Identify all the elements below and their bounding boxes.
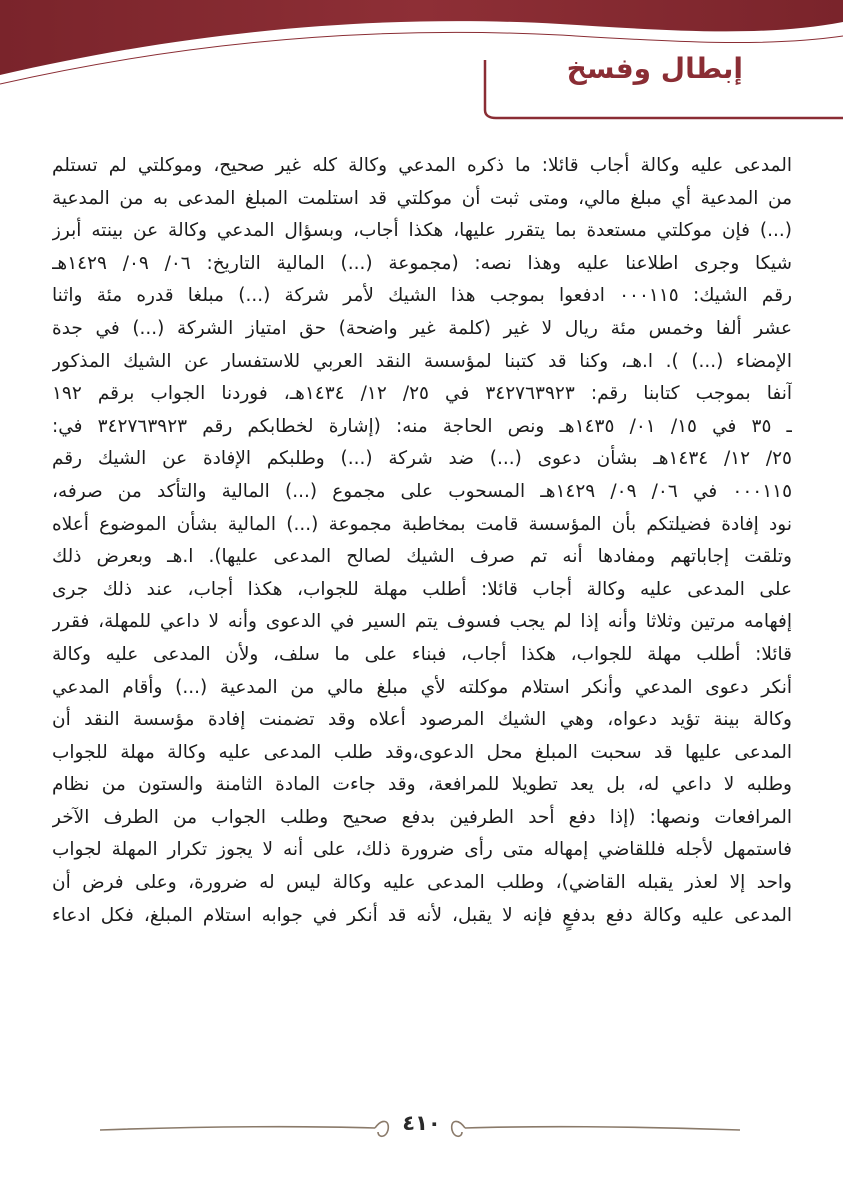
text-line: آنفا بموجب كتابنا رقم: ٣٤٢٧٦٣٩٢٣ في ٢٥/ ١٢/ ١٤٣٤هـ، فوردنا الجواب برقم ١٩٢ (52, 383, 792, 405)
text-line: وكالة بينة تؤيد دعواه، وهي الشيك المرصود أعلاه وقد تضمنت إفادة مؤسسة النقد أن (52, 709, 792, 731)
text-line: المدعى عليها قد سحبت المبلغ محل الدعوى،وقد طلب المدعى عليه وكالة مهلة للجواب (52, 741, 792, 763)
text-line: المرافعات ونصها: (إذا دفع أحد الطرفين بدفع صحيح وطلب الجواب من الطرف الآخر (52, 806, 792, 828)
text-line: إفهامه مرتين وثلاثا وأنه إذا لم يجب فسوف يتم السير في الدعوى وأنه لا داعي للمهلة، فقرر (52, 611, 792, 633)
body-text (52, 150, 792, 932)
text-line: واحد إلا لعذر يقبله القاضي)، وطلب المدعى عليه وكالة ليس له ضرورة، وعلى فرض أن (52, 872, 792, 894)
text-line: المدعى عليه وكالة أجاب قائلا: ما ذكره المدعي وكالة كله غير صحيح، وموكلتي لم تستلم (52, 155, 792, 176)
text-line: عشر ألفا وخمس مئة ريال لا غير (كلمة غير واضحة) حق امتياز الشركة (...) في جدة (52, 317, 792, 339)
text-line: ـ ٣٥ في ١٥/ ٠١/ ١٤٣٥هـ ونص الحاجة منه: (إشارة لخطابكم رقم ٣٤٢٧٦٣٩٢٣ في: (52, 415, 792, 437)
text-line: وتلقت إجاباتهم ومفادها أنه تم صرف الشيك لصالح المدعى عليها). ا.هـ وبعرض ذلك (52, 546, 792, 568)
text-line: رقم الشيك: ٠٠٠١١٥ ادفعوا بموجب هذا الشيك لأمر شركة (...) مبلغا قدره مئة واثنا (52, 285, 792, 307)
text-line: المدعى عليه وكالة دفع بدفعٍ فإنه لا يقبل، لأنه قد أنكر في جوابه استلام المبلغ، فكل ادعاء (52, 904, 792, 926)
page-number: ٤١٠ (402, 1111, 441, 1135)
text-line: من المدعية أي مبلغ مالي، ومتى ثبت أن موكلتي قد استلمت المبلغ المدعى به من المدعية (52, 187, 792, 209)
text-line: أنكر دعوى المدعي وأنكر استلام موكلته لأي مبلغ مالي من المدعية (...) وأقام المدعي (52, 676, 792, 698)
text-line: ٢٥/ ١٢/ ١٤٣٤هـ بشأن دعوى (...) ضد شركة (...) وطلبكم الإفادة عن الشيك رقم (52, 448, 792, 470)
chapter-title: إبطال وفسخ (566, 52, 743, 85)
text-line: (...) فإن موكلتي مستعدة بما يتقرر عليها، هكذا أجاب، وبسؤال المدعي وكالة عن بينته أبرز (52, 220, 792, 242)
text-line: ٠٠٠١١٥ في ٠٦/ ٠٩/ ١٤٢٩هـ المسحوب على مجموع (...) المالية والتأكد من صرفه، (52, 480, 792, 502)
text-line: نود إفادة فضيلتكم بأن المؤسسة قامت بمخاطبة مجموعة (...) المالية بشأن الموضوع أعلاه (52, 513, 792, 535)
text-line: الإمضاء (...) ). ا.هـ، وكنا قد كتبنا لمؤسسة النقد العربي للاستفسار عن الشيك المذكور (52, 350, 792, 372)
text-line: وطلبه لا داعي له، بل يعد تطويلا للمرافعة، وقد جاءت المادة الثامنة والستون من نظام (52, 774, 792, 796)
text-line: فاستمهل لأجله فللقاضي إمهاله متى رأى ضرورة ذلك، على أنه لا يجوز تكرار المهلة لجواب (52, 839, 792, 861)
text-line: على المدعى عليه وكالة أجاب قائلا: أطلب مهلة للجواب، هكذا أجاب، عند ذلك جرى (52, 578, 792, 600)
text-line: شيكا وجرى اطلاعنا عليه وهذا نصه: (مجموعة (...) المالية التاريخ: ٠٦/ ٠٩/ ١٤٢٩هـ (52, 252, 792, 274)
text-line: قائلا: أطلب مهلة للجواب، هكذا أجاب، فبناء على ما سلف، ولأن المدعى عليه وكالة (52, 643, 792, 665)
